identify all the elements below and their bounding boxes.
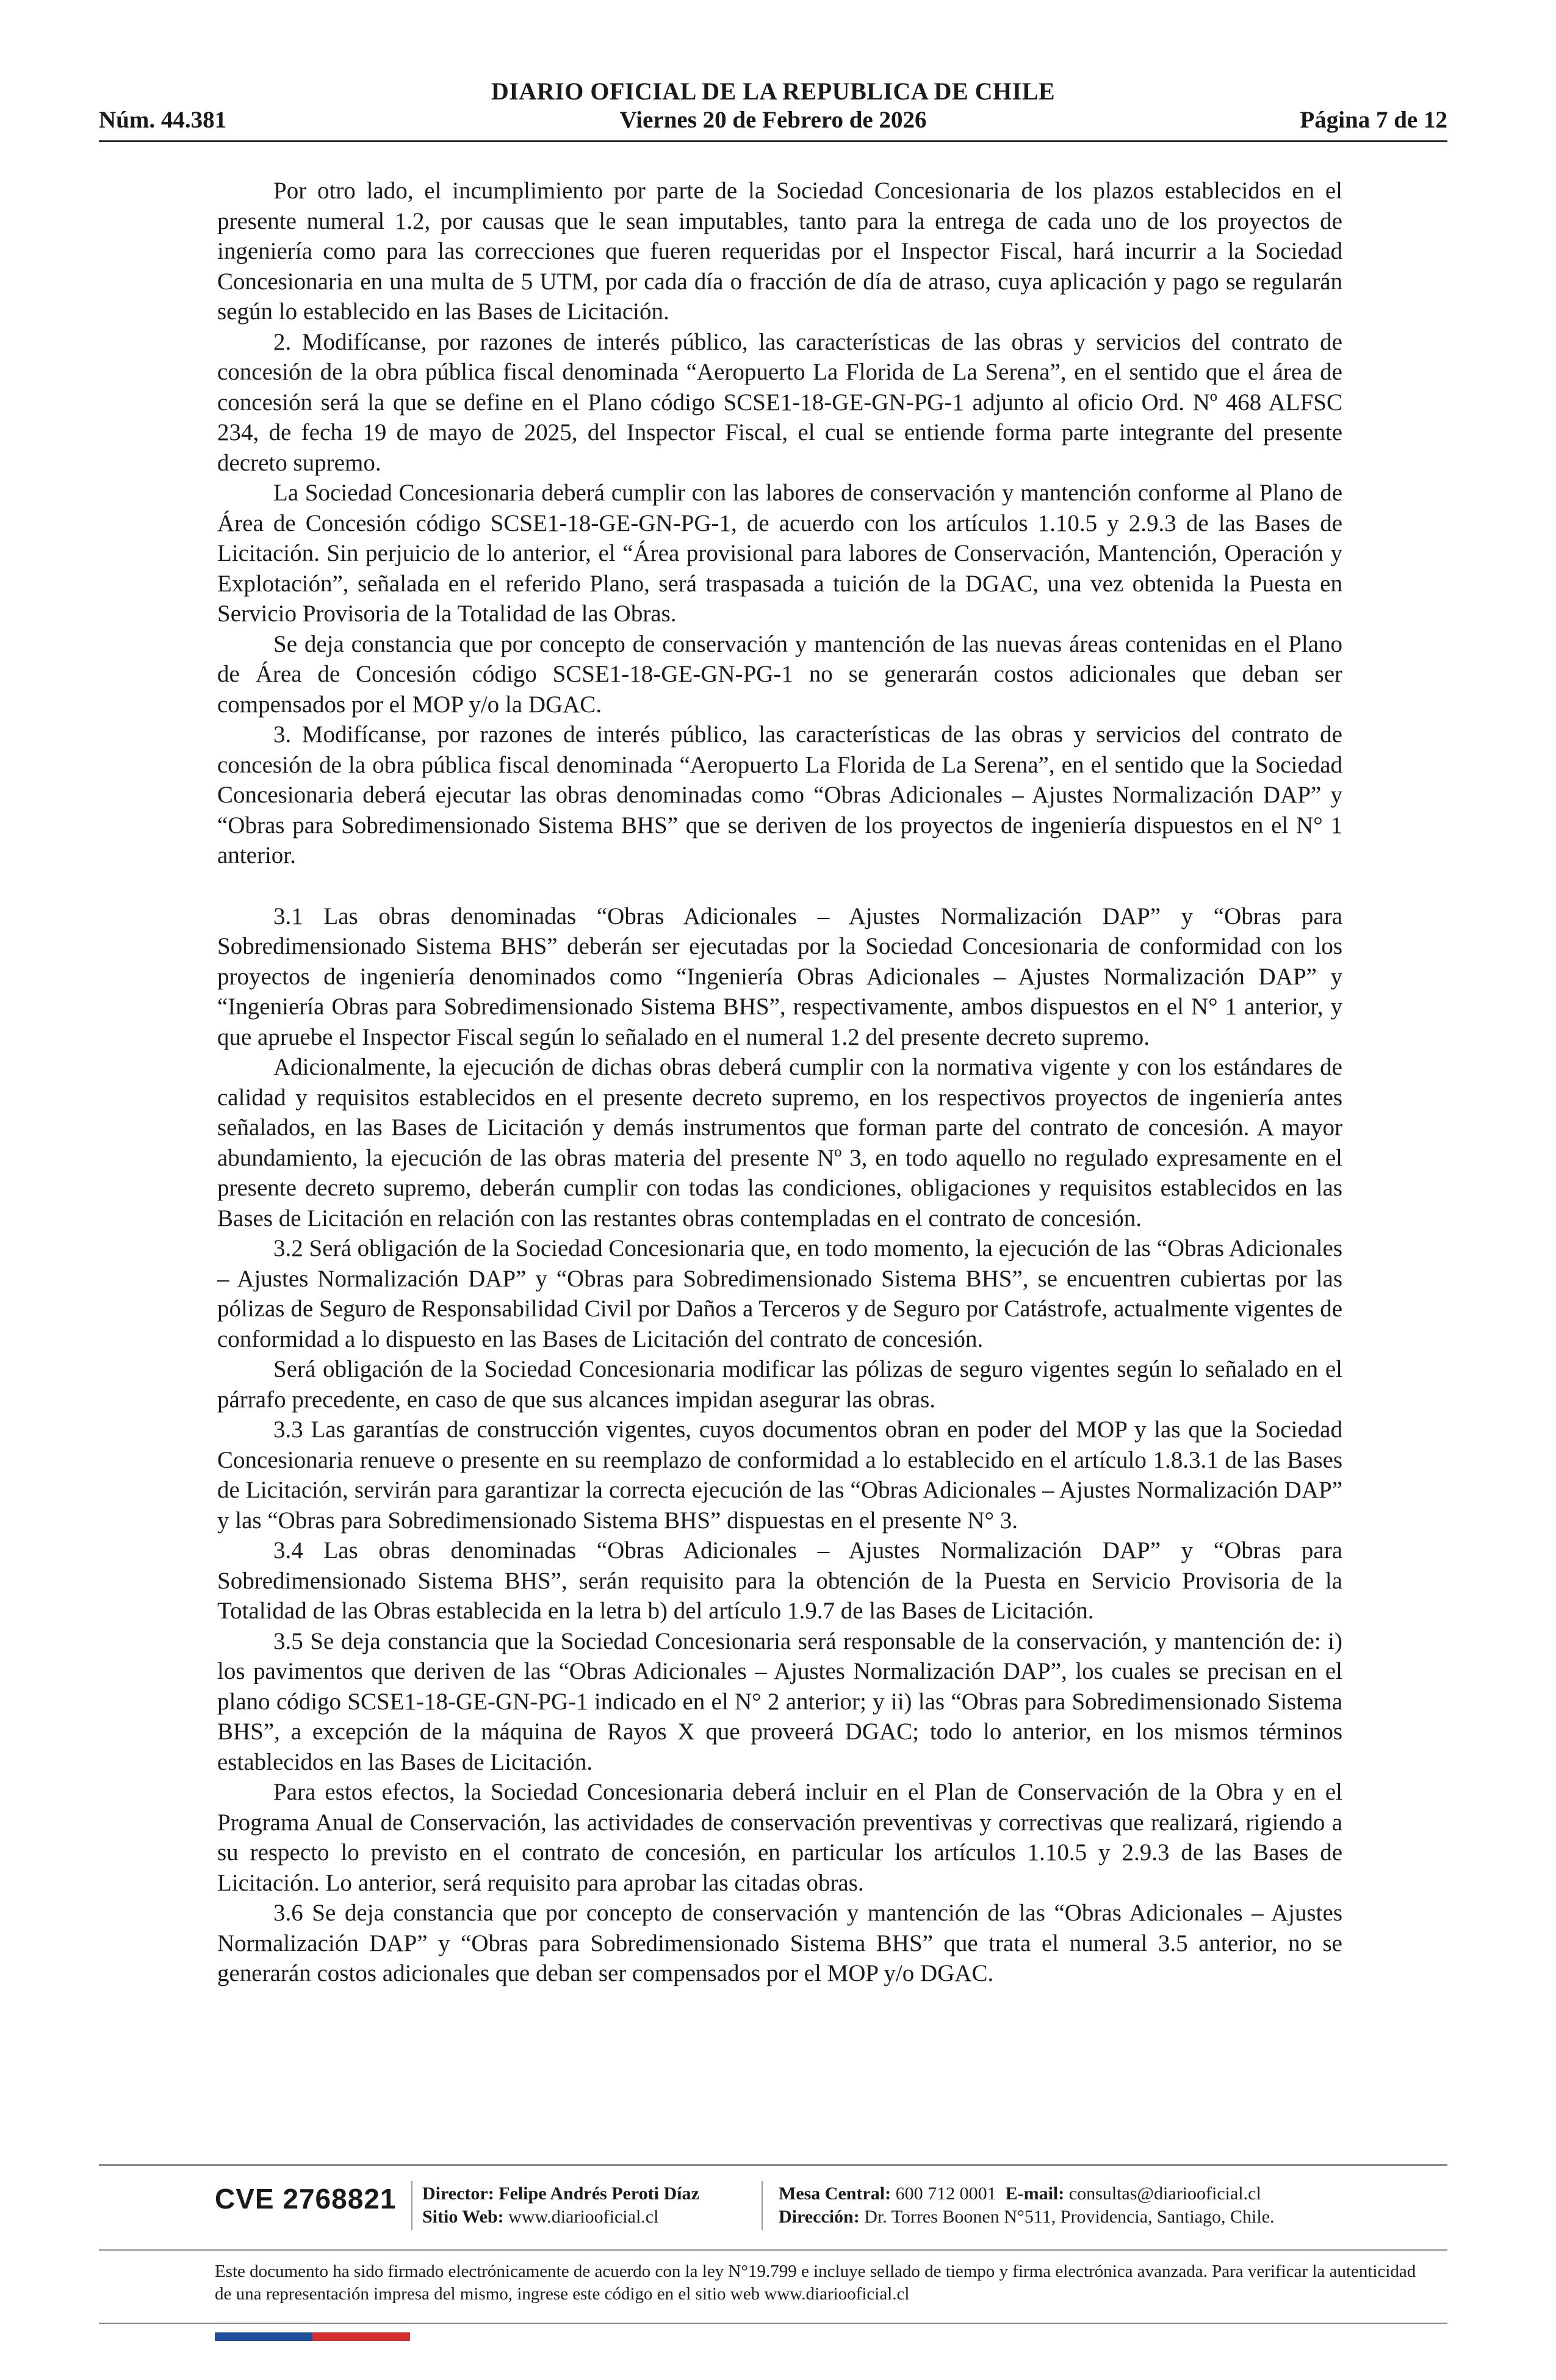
flag-bar-red <box>312 2332 410 2341</box>
paragraph: 3.3 Las garantías de construcción vigentes, cuyos documentos obran en poder del MOP y las que la Sociedad Concesionaria renueve o presente en su reemplazo de conformidad a lo establecido en el artículo 1.8.3.1 de las Bases de Licitación, servirán para garantizar la correcta ejecución de las “Obras Adicionales – Ajustes Normalización DAP” y las “Obras para Sobredimensionado Sistema BHS” dispuestas en el presente N° 3. <box>217 1416 1342 1534</box>
document-body <box>217 176 1342 2116</box>
paragraph: Será obligación de la Sociedad Concesionaria modificar las pólizas de seguro vigentes según lo señalado en el párrafo precedente, en caso de que sus alcances impidan asegurar las obras. <box>217 1356 1342 1413</box>
paragraph: Por otro lado, el incumplimiento por parte de la Sociedad Concesionaria de los plazos establecidos en el presente numeral 1.2, por causas que le sean imputables, tanto para la entrega de cada uno de los proyectos de ingeniería como para las correcciones que fueren requeridas por el Inspector Fiscal, hará incurrir a la Sociedad Concesionaria en una multa de 5 UTM, por cada día o fracción de día de atraso, cuya aplicación y pago se regularán según lo establecido en las Bases de Licitación. <box>217 178 1342 325</box>
paragraph-spacer <box>217 871 1342 901</box>
page-indicator: Página 7 de 12 <box>1300 107 1447 133</box>
footer-divider-top <box>99 2164 1447 2166</box>
email-label: E-mail: <box>1005 2183 1065 2204</box>
paragraph: 3. Modifícanse, por razones de interés público, las características de las obras y servicios del contrato de concesión de la obra pública fiscal denominada “Aeropuerto La Florida de La Serena”, en el sentido que la Sociedad Concesionaria deberá ejecutar las obras denominadas como “Obras Adicionales – Ajustes Normalización DAP” y “Obras para Sobredimensionado Sistema BHS” que se deriven de los proyectos de ingeniería dispuestos en el N° 1 anterior. <box>217 721 1342 868</box>
website-label: Sitio Web: <box>422 2207 504 2227</box>
director-label: Director: <box>422 2183 494 2204</box>
footer-divider-middle <box>99 2249 1447 2251</box>
footer-separator <box>762 2181 763 2230</box>
paragraph: 3.5 Se deja constancia que la Sociedad Concesionaria será responsable de la conservación, y mantención de: i) los pavimentos que deriven de las “Obras Adicionales – Ajustes Normalización DAP”, los cuales se precisan en el plano código SCSE1-18-GE-GN-PG-1 indicado en el N° 2 anterior; y ii) las “Obras para Sobredimensionado Sistema BHS”, a excepción de la máquina de Rayos X que proveerá DGAC; todo lo anterior, en los mismos términos establecidos en las Bases de Licitación. <box>217 1628 1342 1775</box>
page-footer <box>99 2164 1447 2371</box>
address-value: Dr. Torres Boonen N°511, Providencia, Santiago, Chile. <box>864 2207 1275 2227</box>
footer-divider-bottom <box>99 2323 1447 2324</box>
signature-disclaimer: Este documento ha sido firmado electrónicamente de acuerdo con la ley N°19.799 e incluye sellado de tiempo y firma electrónica avanzada. Para verificar la autenticidad de una representación impresa del mismo, ingrese este código en el sitio web www.diariooficial.cl <box>215 2262 1416 2304</box>
director-name: Felipe Andrés Peroti Díaz <box>499 2183 699 2204</box>
paragraph: Se deja constancia que por concepto de conservación y mantención de las nuevas áreas contenidas en el Plano de Área de Concesión código SCSE1-18-GE-GN-PG-1 no se generarán costos adicionales que deban ser compensados por el MOP y/o la DGAC. <box>217 630 1342 718</box>
cve-code: CVE 2768821 <box>215 2183 397 2215</box>
publication-title: DIARIO OFICIAL DE LA REPUBLICA DE CHILE <box>491 78 1056 105</box>
header-info-row <box>99 106 1447 137</box>
flag-bar-blue <box>215 2332 312 2341</box>
phone-value: 600 712 0001 <box>895 2183 996 2204</box>
paragraph: La Sociedad Concesionaria deberá cumplir con las labores de conservación y mantención conforme al Plano de Área de Concesión código SCSE1-18-GE-GN-PG-1, de acuerdo con los artículos 1.10.5 y 2.9.3 de las Bases de Licitación. Sin perjuicio de lo anterior, el “Área provisional para labores de Conservación, Mantención, Operación y Explotación”, señalada en el referido Plano, será traspasada a tuición de la DGAC, una vez obtenida la Puesta en Servicio Provisoria de la Totalidad de las Obras. <box>217 480 1342 627</box>
address-label: Dirección: <box>779 2207 860 2227</box>
contact-block <box>779 2182 1275 2229</box>
footer-separator <box>411 2181 412 2230</box>
paragraph: Adicionalmente, la ejecución de dichas obras deberá cumplir con la normativa vigente y con los estándares de calidad y requisitos establecidos en el presente decreto supremo, en los respectivos proyectos de ingeniería antes señalados, en las Bases de Licitación y demás instrumentos que forman parte del contrato de concesión. A mayor abundamiento, la ejecución de las obras materia del presente Nº 3, en todo aquello no regulado expresamente en el presente decreto supremo, deberán cumplir con todas las condiciones, obligaciones y requisitos establecidos en las Bases de Licitación en relación con las restantes obras contempladas en el contrato de concesión. <box>217 1054 1342 1231</box>
phone-label: Mesa Central: <box>779 2183 891 2204</box>
paragraph: 2. Modifícanse, por razones de interés público, las características de las obras y servicios del contrato de concesión de la obra pública fiscal denominada “Aeropuerto La Florida de La Serena”, en el sentido que el área de concesión será la que se define en el Plano código SCSE1-18-GE-GN-PG-1 adjunto al oficio Ord. Nº 468 ALFSC 234, de fecha 19 de mayo de 2025, del Inspector Fiscal, el cual se entiende forma parte integrante del presente decreto supremo. <box>217 328 1342 476</box>
header-divider <box>99 140 1447 142</box>
page-header <box>99 72 1447 145</box>
paragraph: 3.6 Se deja constancia que por concepto de conservación y mantención de las “Obras Adicionales – Ajustes Normalización DAP” y “Obras para Sobredimensionado Sistema BHS” que trata el numeral 3.5 anterior, no se generarán costos adicionales que deban ser compensados por el MOP y/o DGAC. <box>217 1900 1342 1986</box>
issue-number: Núm. 44.381 <box>99 107 227 133</box>
paragraph: 3.2 Será obligación de la Sociedad Concesionaria que, en todo momento, la ejecución de las “Obras Adicionales – Ajustes Normalización DAP” y “Obras para Sobredimensionado Sistema BHS”, se encuentren cubiertas por las pólizas de Seguro de Responsabilidad Civil por Daños a Terceros y de Seguro por Catástrofe, actualmente vigentes de conformidad a lo dispuesto en las Bases de Licitación del contrato de concesión. <box>217 1235 1342 1352</box>
issue-date: Viernes 20 de Febrero de 2026 <box>619 107 927 133</box>
paragraph: Para estos efectos, la Sociedad Concesionaria deberá incluir en el Plan de Conservación de la Obra y en el Programa Anual de Conservación, las actividades de conservación preventivas y correctivas que realizará, rigiendo a su respecto lo previsto en el contrato de concesión, en particular los artículos 1.10.5 y 2.9.3 de las Bases de Licitación. Lo anterior, será requisito para aprobar las citadas obras. <box>217 1779 1342 1896</box>
director-block <box>422 2182 699 2229</box>
website-link[interactable]: www.diariooficial.cl <box>508 2207 659 2227</box>
paragraph: 3.1 Las obras denominadas “Obras Adicionales – Ajustes Normalización DAP” y “Obras para Sobredimensionado Sistema BHS” deberán ser ejecutadas por la Sociedad Concesionaria de conformidad con los proyectos de ingeniería denominados como “Ingeniería Obras Adicionales – Ajustes Normalización DAP” y “Ingeniería Obras para Sobredimensionado Sistema BHS”, respectivamente, ambos dispuestos en el N° 1 anterior, y que apruebe el Inspector Fiscal según lo señalado en el numeral 1.2 del presente decreto supremo. <box>217 903 1342 1050</box>
paragraph: 3.4 Las obras denominadas “Obras Adicionales – Ajustes Normalización DAP” y “Obras para Sobredimensionado Sistema BHS”, serán requisito para la obtención de la Puesta en Servicio Provisoria de la Totalidad de las Obras establecida en la letra b) del artículo 1.9.7 de las Bases de Licitación. <box>217 1537 1342 1624</box>
email-link[interactable]: consultas@diariooficial.cl <box>1068 2183 1261 2204</box>
